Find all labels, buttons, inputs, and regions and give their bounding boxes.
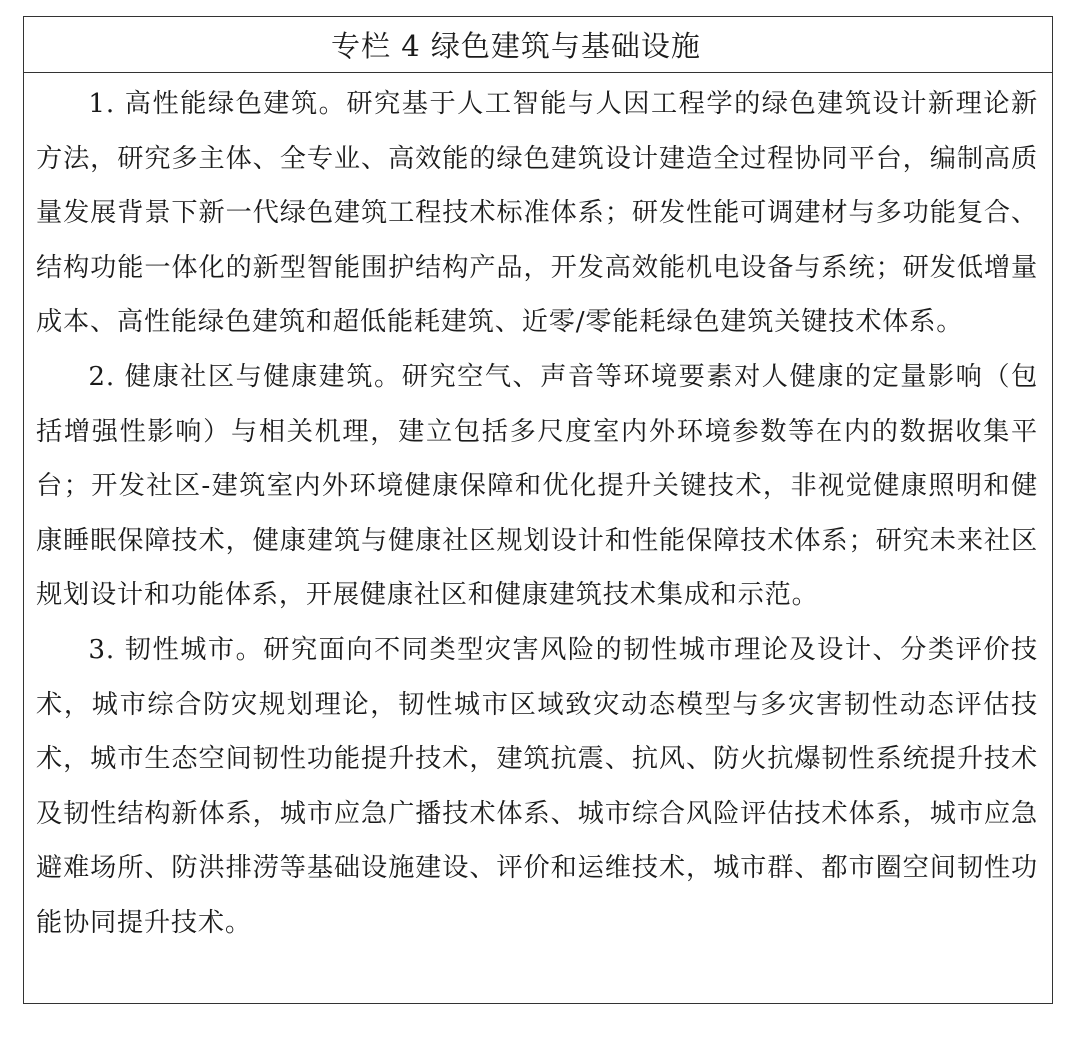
- column-box: [23, 16, 1053, 1004]
- column-content: [24, 77, 1052, 951]
- paragraph-high-performance-green-building: 1. 高性能绿色建筑。研究基于人工智能与人因工程学的绿色建筑设计新理论新方法，研究多主体、全专业、高效能的绿色建筑设计建造全过程协同平台，编制高质量发展背景下新一代绿色建筑工程技术标准体系；研发性能可调建材与多功能复合、结构功能一体化的新型智能围护结构产品，开发高效能机电设备与系统；研发低增量成本、高性能绿色建筑和超低能耗建筑、近零/零能耗绿色建筑关键技术体系。: [36, 89, 1038, 338]
- column-title: 专栏 4 绿色建筑与基础设施: [331, 29, 701, 63]
- paragraph-healthy-community-building: 2. 健康社区与健康建筑。研究空气、声音等环境要素对人健康的定量影响（包括增强性影响）与相关机理，建立包括多尺度室内外环境参数等在内的数据收集平台；开发社区-建筑室内外环境健康保障和优化提升关键技术，非视觉健康照明和健康睡眠保障技术，健康建筑与健康社区规划设计和性能保障技术体系；研究未来社区规划设计和功能体系，开展健康社区和健康建筑技术集成和示范。: [36, 361, 1038, 611]
- title-row: [24, 17, 1052, 73]
- paragraph-resilient-city: 3. 韧性城市。研究面向不同类型灾害风险的韧性城市理论及设计、分类评价技术，城市综合防灾规划理论，韧性城市区域致灾动态模型与多灾害韧性动态评估技术，城市生态空间韧性功能提升技术，建筑抗震、抗风、防火抗爆韧性系统提升技术及韧性结构新体系，城市应急广播技术体系、城市综合风险评估技术体系，城市应急避难场所、防洪排涝等基础设施建设、评价和运维技术，城市群、都市圈空间韧性功能协同提升技术。: [36, 634, 1038, 938]
